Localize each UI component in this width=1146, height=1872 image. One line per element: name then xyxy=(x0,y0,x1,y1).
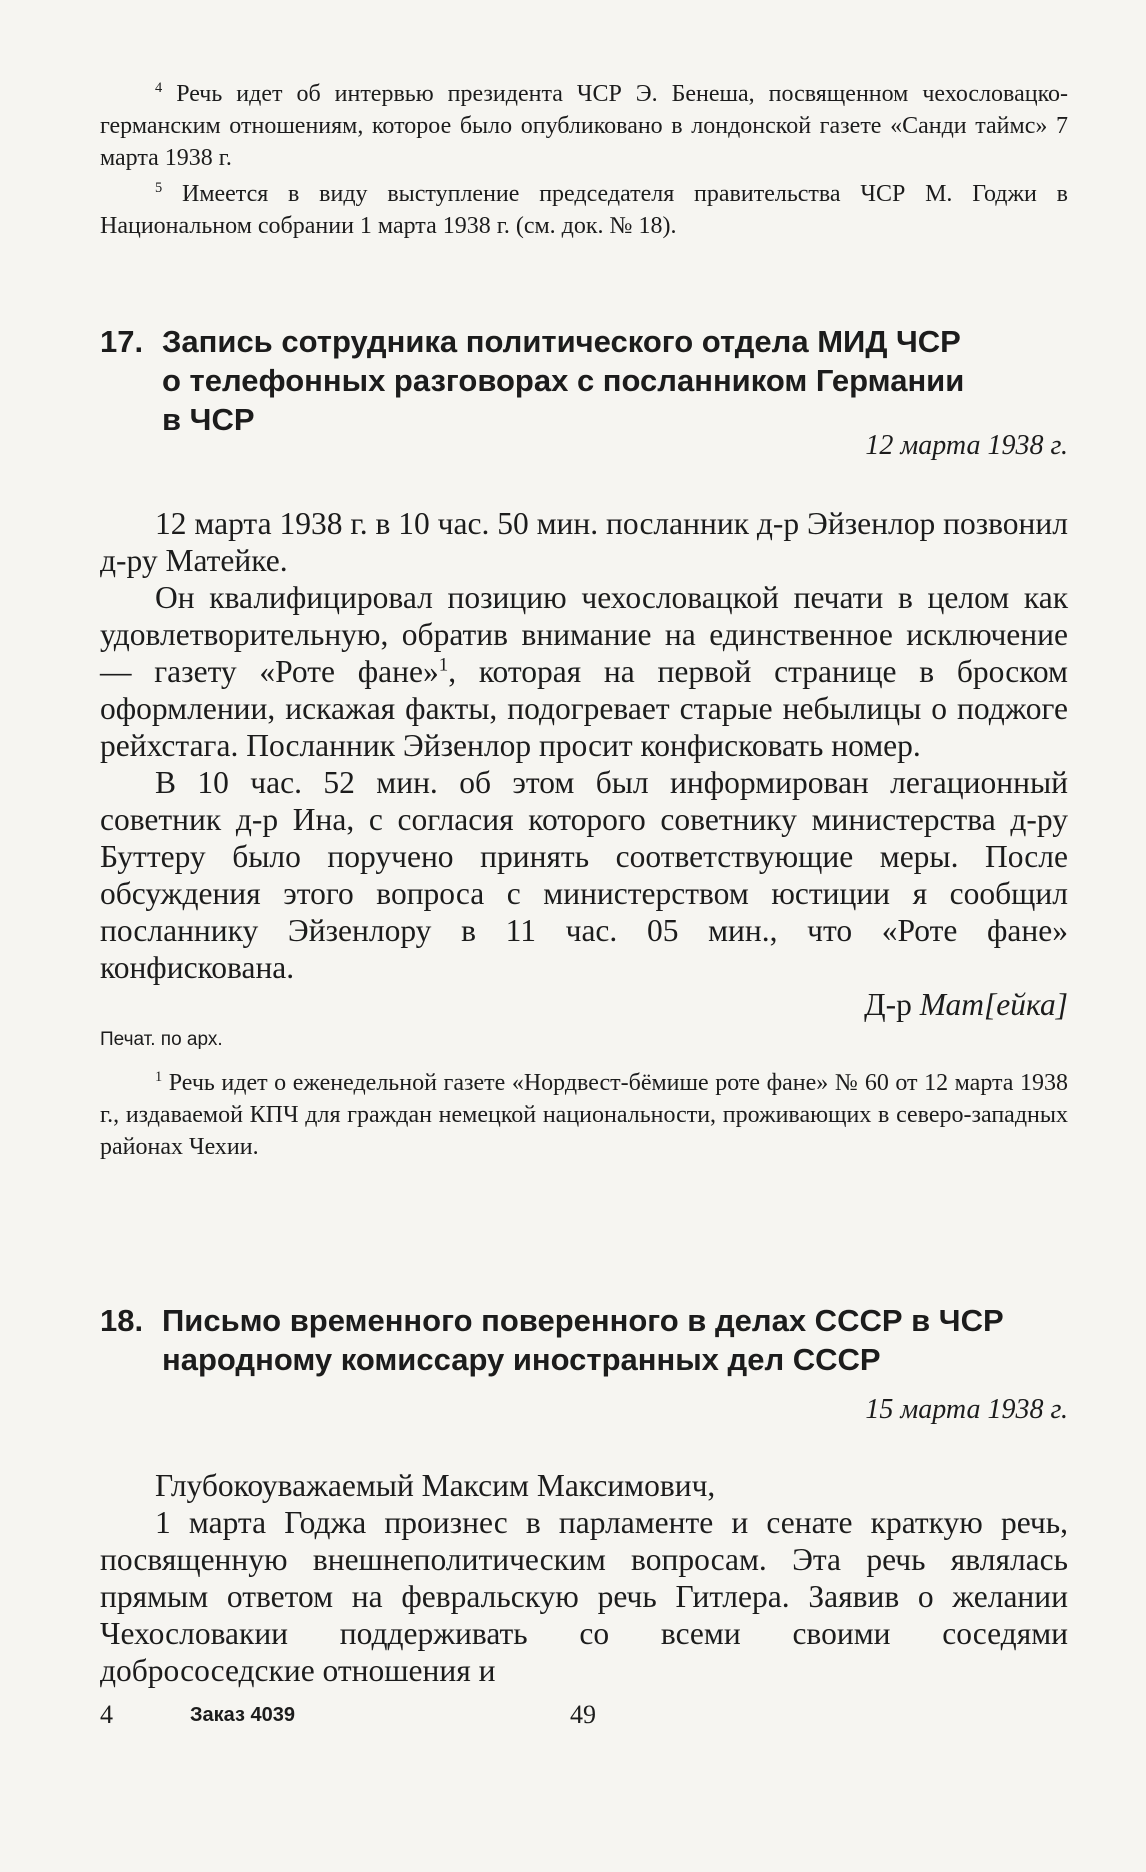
document-18-body xyxy=(100,1467,1068,1689)
document-17-date: 12 марта 1938 г. xyxy=(865,430,1068,461)
doc17-paragraph-2: Он квалифицировал позицию чехословацкой печати в целом как удовлетворительную, обратив внимание на единственное исключение — газету «Роте фане»$^1$, которая на первой странице в броском оформлении, искажая факты, подогревает старые небылицы о поджоге рейхстага. Посланник Эйзенлор просит конфисковать номер. xyxy=(100,580,1068,763)
document-17 xyxy=(100,322,1068,439)
doc18-salutation: Глубокоуважаемый Максим Максимович, xyxy=(155,1468,716,1503)
doc17-paragraph-1: 12 марта 1938 г. в 10 час. 50 мин. посланник д-р Эйзенлор позвонил д-ру Матейке. xyxy=(100,506,1068,578)
footnote-5: $^5$ Имеется в виду выступление председателя правительства ЧСР М. Годжи в Национальном собрании 1 марта 1938 г. (см. док. № 18). xyxy=(100,180,1069,239)
doc17-signature: Д-р Мат[ейка] xyxy=(864,987,1068,1022)
footnotes-top xyxy=(100,78,1068,246)
doc17-footnote-1: $^1$ Речь идет о еженедельной газете «Нордвест-бёмише роте фане» № 60 от 12 марта 1938 г., издаваемой КПЧ для граждан немецкой национальности, проживающих в северо-западных районах Чехии. xyxy=(100,1069,1068,1160)
doc17-paragraph-3: В 10 час. 52 мин. об этом был информирован легационный советник д-р Ина, с согласия которого советнику министерства д-ру Буттеру было поручено принять соответствующие меры. После обсуждения этого вопроса с министерством юстиции я сообщил посланнику Эйзенлору в 11 час. 05 мин., что «Роте фане» конфискована. xyxy=(100,765,1068,985)
doc18-paragraph-1: 1 марта Годжа произнес в парламенте и сенате краткую речь, посвященную внешнеполитическим вопросам. Эта речь являлась прямым ответом на февральскую речь Гитлера. Заявив о желании Чехословакии поддерживать со всеми своими соседями добрососедские отношения и xyxy=(100,1505,1068,1688)
document-17-body xyxy=(100,505,1068,1167)
page-footer xyxy=(100,1697,1068,1737)
page-number: 49 xyxy=(570,1700,596,1729)
document-18-heading: 18. Письмо временного поверенного в делах СССР в ЧСР народному комиссару иностранных дел СССР xyxy=(100,1303,1004,1377)
order-number: Заказ 4039 xyxy=(190,1704,296,1726)
document-17-heading: 17. Запись сотрудника политического отдела МИД ЧСР о телефонных разговорах с посланником Германии в ЧСР xyxy=(100,324,965,437)
footnote-4: $^4$ Речь идет об интервью президента ЧСР Э. Бенеша, посвященном чехословацко-германским отношениям, которое было опубликовано в лондонской газете «Санди таймс» 7 марта 1938 г. xyxy=(100,80,1068,171)
signature-mark: 4 xyxy=(100,1700,113,1729)
document-18 xyxy=(100,1301,1068,1379)
doc17-source: Печат. по арх. xyxy=(100,1029,223,1050)
document-18-date: 15 марта 1938 г. xyxy=(865,1394,1068,1425)
